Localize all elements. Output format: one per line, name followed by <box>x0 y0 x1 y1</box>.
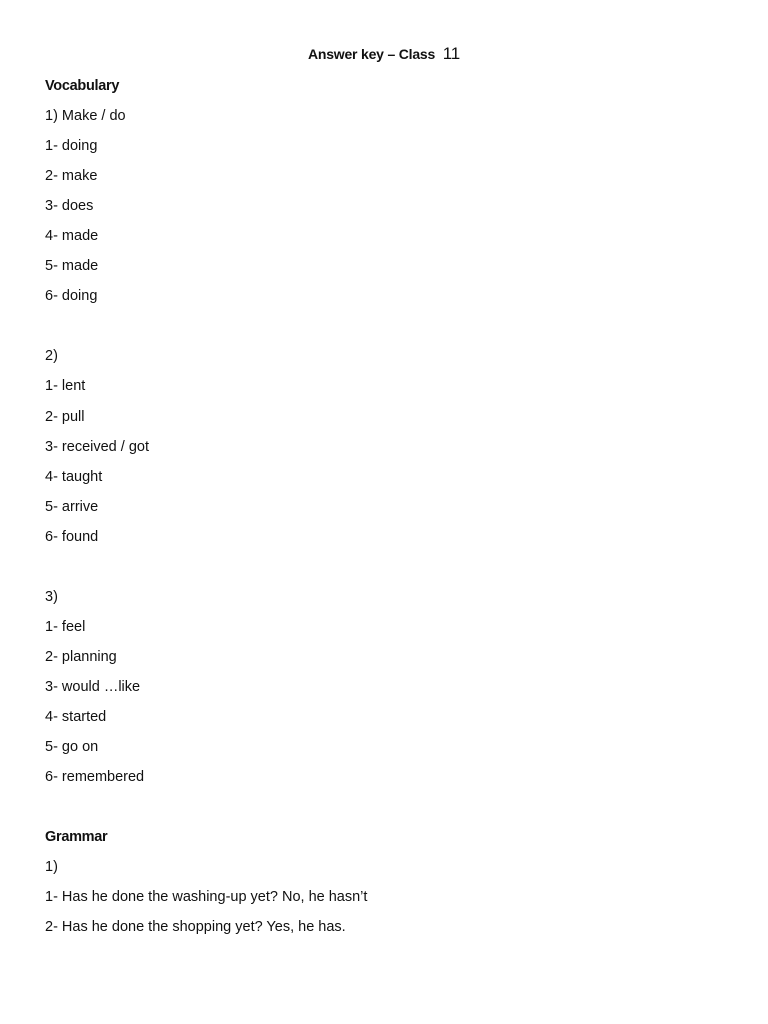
grammar-heading: Grammar <box>45 829 108 846</box>
answer-item: 4- made <box>45 228 99 245</box>
title-text: Answer key – Class <box>307 46 436 62</box>
answer-item: 2- pull <box>45 408 85 425</box>
answer-item: 6- found <box>45 528 99 545</box>
answer-item: 5- made <box>45 258 99 275</box>
vocabulary-section-2 <box>45 346 725 556</box>
answer-item: 5- go on <box>45 739 99 756</box>
answer-item: 3- would …like <box>45 678 141 695</box>
answer-key-content <box>45 76 725 947</box>
answer-item: 3- does <box>45 198 94 215</box>
section-label: 1) <box>45 859 58 876</box>
section-label: 3) <box>45 588 58 605</box>
answer-item: 3- received / got <box>45 438 149 455</box>
section-spacer <box>45 316 725 346</box>
answer-item: 2- planning <box>45 648 117 665</box>
answer-item: 1- feel <box>45 618 86 635</box>
section-label: 1) Make / do <box>45 108 126 125</box>
answer-item: 1- Has he done the washing-up yet? No, he hasn’t <box>45 889 368 906</box>
answer-item: 1- doing <box>45 138 98 155</box>
answer-item: 4- started <box>45 708 107 725</box>
answer-item: 5- arrive <box>45 498 99 515</box>
vocabulary-section-1 <box>45 106 725 316</box>
page-title <box>0 44 768 64</box>
section-spacer <box>45 557 725 587</box>
answer-item: 2- Has he done the shopping yet? Yes, he has. <box>45 919 346 936</box>
answer-item: 2- make <box>45 168 98 185</box>
class-number: 11 <box>442 44 461 63</box>
grammar-section-1 <box>45 857 725 947</box>
section-label: 2) <box>45 348 58 365</box>
section-spacer <box>45 797 725 827</box>
answer-item: 6- doing <box>45 288 98 305</box>
answer-item: 4- taught <box>45 468 103 485</box>
vocabulary-heading: Vocabulary <box>45 78 120 94</box>
vocabulary-section-3 <box>45 587 725 797</box>
answer-item: 6- remembered <box>45 769 145 786</box>
answer-item: 1- lent <box>45 378 86 395</box>
